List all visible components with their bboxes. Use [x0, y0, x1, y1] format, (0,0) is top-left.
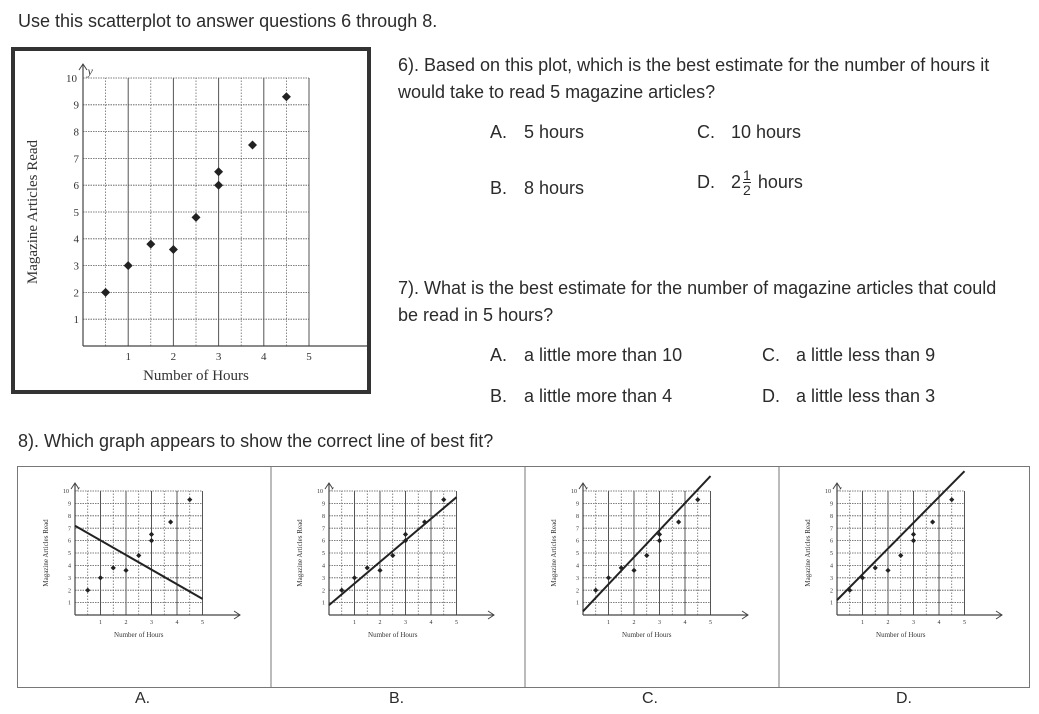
data-point: [168, 519, 173, 524]
q7-choice-b[interactable]: B. a little more than 4: [490, 386, 673, 406]
y-tick-label: 10: [571, 489, 577, 496]
y-variable-label: y: [585, 485, 588, 492]
y-tick-label: 2: [68, 588, 71, 595]
data-point: [949, 497, 954, 502]
y-tick-label: 4: [322, 563, 325, 570]
y-tick-label: 7: [68, 526, 71, 533]
small-graph-d: [804, 471, 1002, 639]
x-tick-label: 1: [861, 620, 864, 626]
small-plot-inner: [804, 471, 1002, 639]
y-tick-label: 10: [63, 489, 69, 496]
x-tick-label: 2: [378, 620, 382, 626]
x-tick-label: 5: [455, 620, 458, 626]
data-point: [930, 519, 935, 524]
x-tick-label: 1: [125, 351, 131, 363]
x-tick-label: 2: [170, 351, 177, 363]
data-point: [377, 568, 382, 573]
y-tick-label: 2: [576, 588, 579, 595]
x-tick-label: 5: [963, 620, 966, 626]
x-tick-label: 4: [261, 351, 267, 363]
y-tick-label: 9: [576, 501, 579, 508]
data-point: [85, 588, 90, 593]
small-graph-c: [550, 476, 748, 639]
best-fit-line: [583, 476, 711, 611]
data-point: [101, 288, 110, 297]
x-tick-label: 5: [201, 620, 204, 626]
data-point: [214, 181, 223, 190]
y-tick-label: 6: [576, 538, 579, 545]
main-plot-group: [25, 64, 367, 384]
y-tick-label: 10: [66, 72, 77, 85]
y-tick-label: 7: [576, 526, 579, 533]
data-point: [111, 565, 116, 570]
y-tick-label: 9: [73, 99, 79, 112]
x-tick-label: 5: [306, 351, 312, 363]
data-point: [657, 538, 662, 543]
y-tick-label: 5: [73, 206, 79, 219]
data-point: [644, 553, 649, 558]
y-tick-label: 4: [830, 563, 833, 570]
y-tick-label: 6: [322, 538, 325, 545]
data-point: [98, 575, 103, 580]
y-tick-label: 3: [576, 575, 579, 582]
data-point: [631, 568, 636, 573]
data-point: [441, 497, 446, 502]
y-tick-label: 6: [68, 538, 71, 545]
y-variable-label: y: [77, 485, 80, 492]
data-point: [898, 553, 903, 558]
y-tick-label: 2: [322, 588, 325, 595]
main-scatterplot: [15, 51, 367, 390]
x-tick-label: 4: [683, 620, 687, 626]
q6-choice-a[interactable]: A. 5 hours: [490, 122, 585, 142]
question-6-prompt: 6). Based on this plot, which is the best estimate for the number of hours it would take to read 5 magazine articles?: [398, 55, 990, 102]
y-tick-label: 8: [830, 513, 833, 520]
data-point: [365, 565, 370, 570]
y-tick-label: 5: [576, 551, 579, 558]
x-tick-label: 3: [658, 620, 661, 626]
q7-choice-c[interactable]: C. a little less than 9: [762, 345, 936, 365]
small-graph-b: [296, 483, 494, 639]
y-tick-label: 9: [68, 501, 71, 508]
x-tick-label: 1: [353, 620, 356, 626]
small-plot-inner: [42, 483, 240, 639]
y-tick-label: 4: [576, 563, 579, 570]
y-axis-label: Magazine Articles Read: [296, 519, 304, 587]
y-tick-label: 5: [830, 551, 833, 558]
data-point: [403, 532, 408, 537]
small-graph-a: [42, 483, 240, 639]
data-point: [169, 245, 178, 254]
y-tick-label: 1: [68, 600, 71, 607]
small-plot-inner: [296, 483, 494, 639]
x-axis-label: Number of Hours: [622, 631, 672, 639]
x-tick-label: 4: [429, 620, 433, 626]
x-axis-label: Number of Hours: [368, 631, 418, 639]
y-tick-label: 5: [68, 551, 71, 558]
y-tick-label: 8: [322, 513, 325, 520]
y-variable-label: y: [839, 485, 842, 492]
y-tick-label: 10: [825, 489, 831, 496]
y-tick-label: 3: [322, 575, 325, 582]
graph-c-label[interactable]: C.: [642, 690, 658, 707]
question-7: [398, 275, 1018, 329]
y-axis-label: Magazine Articles Read: [42, 519, 50, 587]
y-tick-label: 8: [576, 513, 579, 520]
x-tick-label: 5: [709, 620, 712, 626]
y-tick-label: 4: [68, 563, 71, 570]
data-point: [911, 538, 916, 543]
y-variable-label: y: [87, 64, 93, 78]
x-tick-label: 3: [150, 620, 153, 626]
y-tick-label: 10: [317, 489, 323, 496]
y-tick-label: 1: [73, 314, 79, 327]
q6-choice-b[interactable]: B. 8 hours: [490, 178, 585, 198]
data-point: [146, 240, 155, 249]
y-tick-label: 9: [322, 501, 325, 508]
data-point: [282, 92, 291, 101]
q7-choice-a[interactable]: A. a little more than 10: [490, 345, 683, 365]
x-tick-label: 2: [886, 620, 890, 626]
y-tick-label: 4: [73, 233, 79, 246]
x-axis-label: Number of Hours: [876, 631, 926, 639]
y-tick-label: 7: [322, 526, 325, 533]
x-axis-label: Number of Hours: [114, 631, 164, 639]
y-tick-label: 2: [73, 287, 79, 300]
data-point: [352, 575, 357, 580]
fraction: $\frac{1}{2}$: [743, 167, 751, 198]
data-point: [885, 568, 890, 573]
y-variable-label: y: [331, 485, 334, 492]
x-tick-label: 3: [215, 351, 222, 363]
y-tick-label: 1: [322, 600, 325, 607]
graph-d-label[interactable]: D.: [896, 690, 912, 707]
intro-text: Use this scatterplot to answer questions 6 through 8.: [18, 11, 438, 31]
graph-b-label[interactable]: B.: [389, 690, 405, 707]
y-tick-label: 8: [73, 126, 79, 139]
data-point: [695, 497, 700, 502]
data-point: [214, 167, 223, 176]
data-point: [149, 538, 154, 543]
y-tick-label: 1: [576, 600, 579, 607]
x-tick-label: 4: [937, 620, 941, 626]
x-tick-label: 2: [124, 620, 128, 626]
y-tick-label: 3: [68, 575, 71, 582]
graph-a-label[interactable]: A.: [135, 690, 151, 707]
data-point: [873, 565, 878, 570]
q7-choice-d[interactable]: D. a little less than 3: [762, 386, 936, 406]
x-tick-label: 1: [607, 620, 610, 626]
line-of-best-fit-options: [18, 467, 1029, 687]
y-axis-label: Magazine Articles Read: [804, 519, 812, 587]
main-scatterplot-frame: [11, 47, 371, 394]
small-plot-inner: [550, 476, 748, 639]
data-point: [149, 532, 154, 537]
y-axis-label: Magazine Articles Read: [550, 519, 558, 587]
y-tick-label: 6: [830, 538, 833, 545]
best-fit-line: [329, 497, 457, 605]
data-point: [248, 141, 257, 150]
question-7-prompt: 7). What is the best estimate for the number of magazine articles that could be read in 5 hours?: [398, 278, 997, 325]
data-point: [606, 575, 611, 580]
y-tick-label: 6: [73, 180, 79, 193]
y-tick-label: 2: [830, 588, 833, 595]
q6-choice-d[interactable]: D. 2 $\frac{1}{2}$ hours: [697, 167, 803, 198]
graph-options-strip: [17, 466, 1030, 688]
data-point: [593, 588, 598, 593]
question-8-prompt: 8). Which graph appears to show the correct line of best fit?: [18, 431, 494, 451]
y-tick-label: 7: [73, 153, 79, 166]
x-tick-label: 3: [404, 620, 407, 626]
data-point: [136, 553, 141, 558]
data-point: [124, 261, 133, 270]
q6-choice-c[interactable]: C. 10 hours: [697, 122, 802, 142]
x-tick-label: 3: [912, 620, 915, 626]
x-tick-label: 4: [175, 620, 179, 626]
data-point: [123, 568, 128, 573]
question-6: [398, 52, 1028, 106]
y-tick-label: 3: [830, 575, 833, 582]
x-axis-label: Number of Hours: [143, 368, 249, 384]
y-tick-label: 5: [322, 551, 325, 558]
x-tick-label: 1: [99, 620, 102, 626]
data-point: [676, 519, 681, 524]
y-tick-label: 9: [830, 501, 833, 508]
data-point: [187, 497, 192, 502]
x-tick-label: 2: [632, 620, 636, 626]
y-tick-label: 1: [830, 600, 833, 607]
data-point: [911, 532, 916, 537]
y-tick-label: 3: [73, 260, 79, 273]
y-tick-label: 7: [830, 526, 833, 533]
data-point: [192, 213, 201, 222]
y-axis-label: Magazine Articles Read: [25, 139, 41, 285]
y-tick-label: 8: [68, 513, 71, 520]
